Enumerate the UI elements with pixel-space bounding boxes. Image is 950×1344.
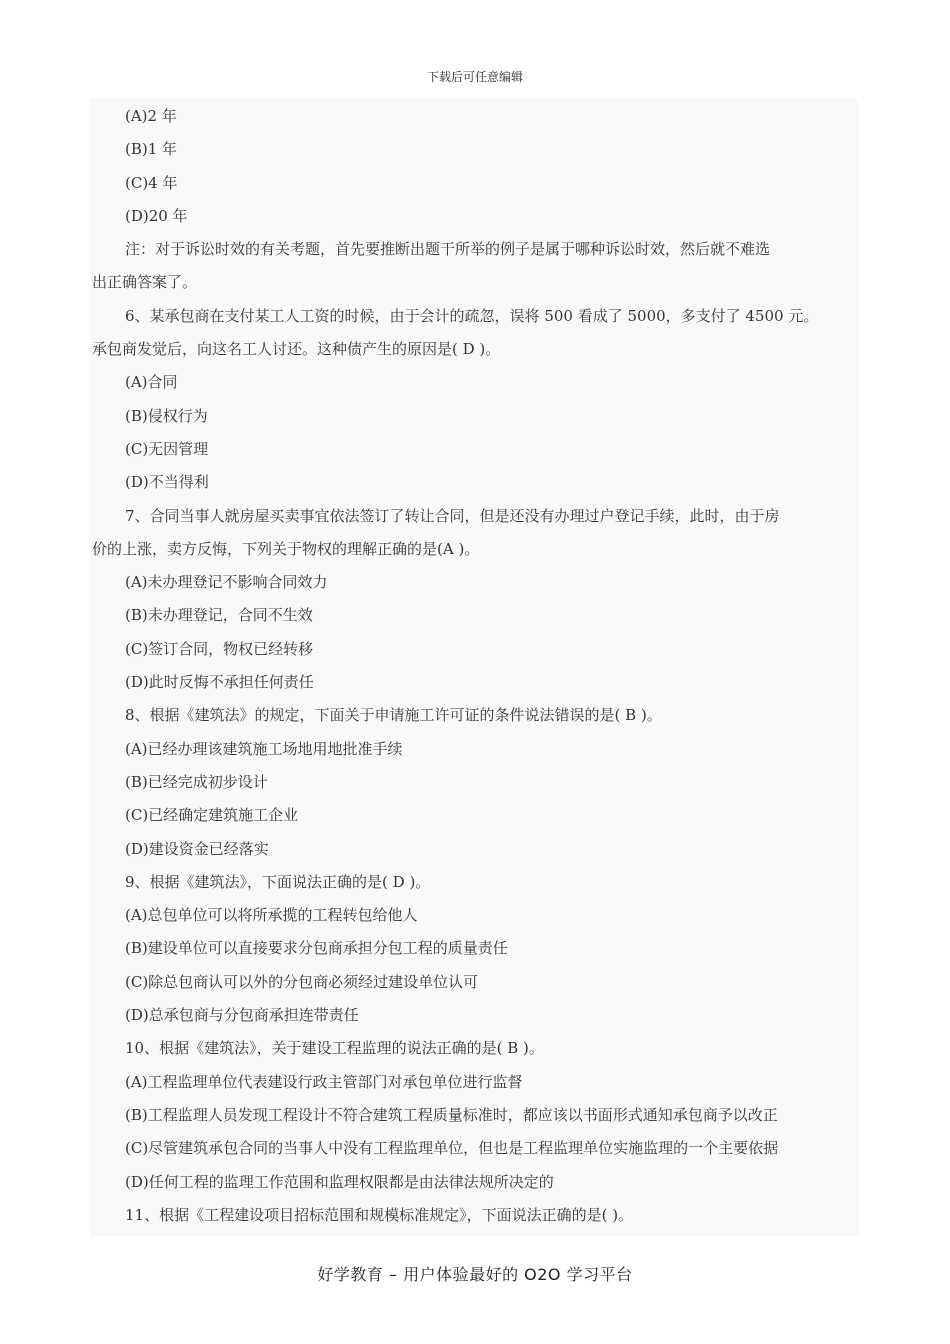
text-line: (A)已经办理该建筑施工场地用地批准手续 [125, 739, 403, 758]
text-line: (B)已经完成初步设计 [125, 772, 268, 791]
text-line: 6、某承包商在支付某工人工资的时候，由于会计的疏忽，误将 500 看成了 5000，多支付了 4500 元。 [125, 306, 819, 325]
text-line: (B)1 年 [125, 140, 178, 159]
text-line: (B)建设单位可以直接要求分包商承担分包工程的质量责任 [125, 939, 508, 958]
text-line: 11、根据《工程建设项目招标范围和规模标准规定》，下面说法正确的是( )。 [125, 1205, 634, 1224]
text-line: (A)2 年 [125, 107, 177, 125]
text-line: (C)已经确定建筑施工企业 [125, 806, 299, 825]
text-line: (C)签订合同，物权已经转移 [125, 639, 314, 658]
text-line: (C)尽管建筑承包合同的当事人中没有工程监理单位，但也是工程监理单位实施监理的一个主要依据 [125, 1139, 779, 1158]
text-line: 10、根据《建筑法》，关于建设工程监理的说法正确的是( B )。 [125, 1039, 544, 1058]
text-line: (C)无因管理 [125, 439, 209, 458]
page-header: 下载后可任意编辑 [426, 70, 523, 84]
text-line: 注：对于诉讼时效的有关考题，首先要推断出题干所举的例子是属于哪种诉讼时效，然后就不难选 [125, 240, 771, 259]
text-line: 9、根据《建筑法》，下面说法正确的是( D )。 [125, 872, 431, 891]
text-line: (C)除总包商认可以外的分包商必须经过建设单位认可 [125, 972, 479, 991]
text-line: (D)任何工程的监理工作范围和监理权限都是由法律法规所决定的 [125, 1172, 554, 1191]
text-line: (C)4 年 [125, 173, 178, 192]
text-line: (A)未办理登记不影响合同效力 [125, 573, 328, 592]
text-line: 出正确答案了。 [92, 273, 198, 292]
document-body [90, 98, 859, 1236]
text-line: (D)20 年 [125, 206, 188, 225]
text-line: (D)不当得利 [125, 473, 209, 492]
text-line: 8、根据《建筑法》的规定，下面关于申请施工许可证的条件说法错误的是( B )。 [125, 706, 662, 725]
text-line: (D)总承包商与分包商承担连带责任 [125, 1006, 359, 1025]
text-line: (B)工程监理人员发现工程设计不符合建筑工程质量标准时，都应该以书面形式通知承包商予以改正 [125, 1105, 778, 1124]
text-line: (B)侵权行为 [125, 406, 208, 425]
text-line: (B)未办理登记，合同不生效 [125, 606, 313, 625]
text-line: (D)建设资金已经落实 [125, 839, 269, 858]
text-line: 承包商发觉后，向这名工人讨还。这种债产生的原因是( D )。 [92, 340, 501, 359]
text-line: 7、合同当事人就房屋买卖事宜依法签订了转让合同，但是还没有办理过户登记手续，此时，由于房 [125, 506, 780, 525]
text-line: (D)此时反悔不承担任何责任 [125, 673, 314, 692]
page-footer: 好学教育 – 用户体验最好的 O2O 学习平台 [317, 1265, 633, 1284]
text-line: (A)总包单位可以将所承揽的工程转包给他人 [125, 906, 418, 925]
text-line: (A)工程监理单位代表建设行政主管部门对承包单位进行监督 [125, 1072, 523, 1091]
text-line: 价的上涨，卖方反悔，下列关于物权的理解正确的是(A )。 [92, 539, 480, 558]
text-line: (A)合同 [125, 373, 178, 392]
